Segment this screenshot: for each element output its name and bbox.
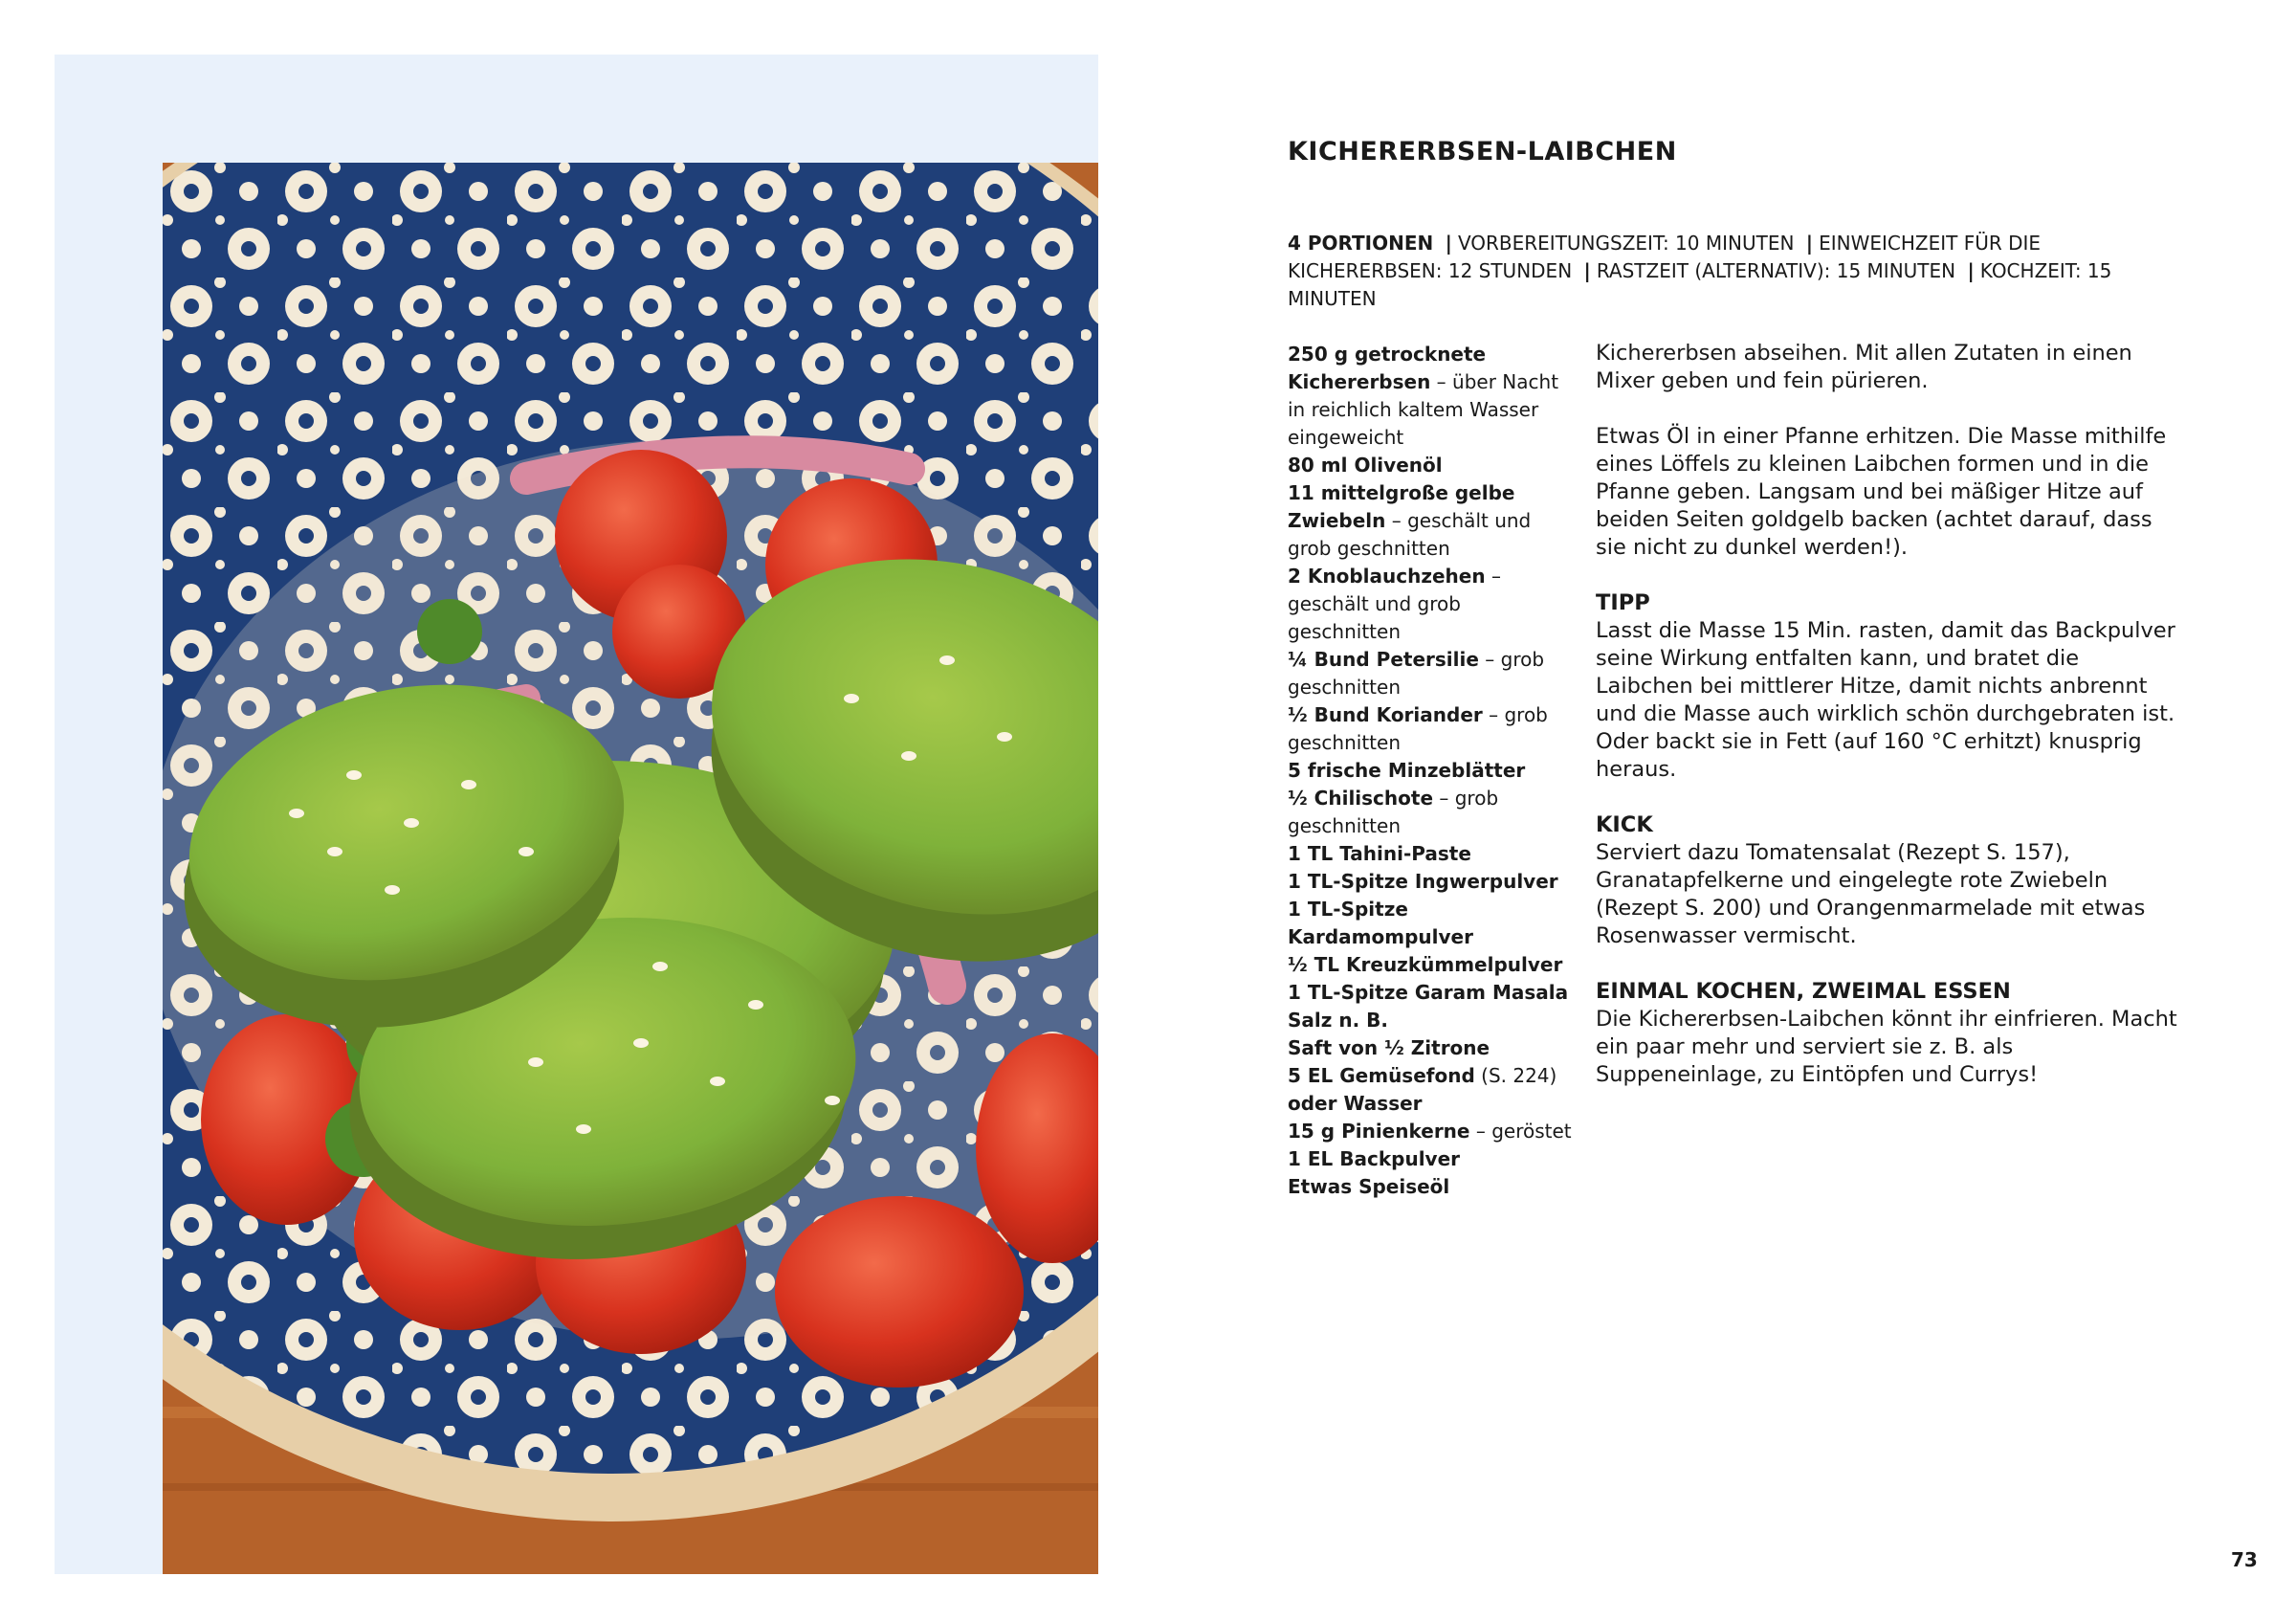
ingredient-item — [1288, 896, 1575, 951]
kick-text: Serviert dazu Tomatensalat (Rezept S. 157), Granatapfelkerne und eingelegte rote Zwiebeln (Rezept S. 200) und Orangenmarmelade mit etwas Rosenwasser vermischt. — [1596, 840, 2146, 948]
ingredient-note: – geschält und grob geschnitten — [1288, 509, 1532, 560]
recipe-title: KICHERERBSEN-LAIBCHEN — [1288, 137, 1677, 167]
ingredient-amount: 1 TL-Spitze Kardamompulver — [1288, 898, 1473, 948]
ingredient-item — [1288, 1062, 1575, 1090]
ingredient-amount: ½ Bund Koriander — [1288, 703, 1483, 726]
ingredient-note: (S. 224) — [1474, 1064, 1557, 1087]
ingredient-amount: 1 EL Backpulver — [1288, 1147, 1461, 1170]
step-2: Etwas Öl in einer Pfanne erhitzen. Die Masse mithilfe eines Löffels zu kleinen Laibchen formen und in die Pfanne geben. Langsam und bei mäßiger Hitze auf beiden Seiten goldgelb backen (achtet darauf, dass sie nicht zu dunkel werden!). — [1596, 424, 2167, 560]
ingredient-item — [1288, 1090, 1575, 1118]
meta-separator: | — [1583, 259, 1591, 282]
tipp-text: Lasst die Masse 15 Min. rasten, damit das Backpulver seine Wirkung entfalten kann, und bratet die Laibchen bei mittlerer Hitze, damit nichts anbrennt und die Masse auch wirklich schön durchgebraten ist. Oder backt sie in Fett (auf 160 °C erhitzt) knusprig heraus. — [1596, 618, 2175, 782]
page-number: 73 — [2231, 1548, 2258, 1571]
ingredient-amount: 250 g getrocknete Kichererbsen — [1288, 343, 1487, 393]
ingredient-amount: ½ Chilischote — [1288, 787, 1434, 810]
meta-separator: | — [1805, 232, 1814, 255]
ingredient-item — [1288, 701, 1575, 757]
ingredient-item — [1288, 868, 1575, 896]
recipe-photo — [163, 163, 1098, 1574]
ingredient-note: – geschält und grob geschnitten — [1288, 565, 1501, 643]
meta-separator: | — [1445, 232, 1452, 255]
kick-heading: KICK — [1596, 812, 1653, 837]
meta-separator: | — [1967, 259, 1975, 282]
ingredient-item — [1288, 757, 1575, 785]
ingredient-item — [1288, 1173, 1575, 1201]
meta-item: 4 PORTIONEN — [1288, 232, 1434, 255]
ingredient-amount: 15 g Pinienkerne — [1288, 1120, 1470, 1143]
meta-item: KOCHZEIT: 15 MINUTEN — [1288, 259, 2112, 310]
recipe-meta — [1288, 230, 2177, 313]
ingredient-amount: Salz n. B. — [1288, 1009, 1388, 1032]
ingredient-item — [1288, 979, 1575, 1007]
ingredient-item — [1288, 1145, 1575, 1173]
ingredient-item — [1288, 785, 1575, 840]
ingredient-amount: 11 mittelgroße gelbe Zwiebeln — [1288, 481, 1515, 532]
ingredient-item — [1288, 341, 1575, 452]
ingredient-amount: Saft von ½ Zitrone — [1288, 1036, 1490, 1059]
einmal-heading: EINMAL KOCHEN, ZWEIMAL ESSEN — [1596, 979, 2011, 1004]
ingredient-item — [1288, 452, 1575, 479]
step-1: Kichererbsen abseihen. Mit allen Zutaten in einen Mixer geben und fein pürieren. — [1596, 341, 2132, 393]
ingredient-item — [1288, 563, 1575, 646]
einmal-text: Die Kichererbsen-Laibchen könnt ihr einfrieren. Macht ein paar mehr und serviert sie z. B. als Suppeneinlage, zu Eintöpfen und Currys! — [1596, 1007, 2177, 1087]
ingredient-item — [1288, 479, 1575, 563]
ingredient-amount: ¼ Bund Petersilie — [1288, 648, 1479, 671]
ingredient-item — [1288, 840, 1575, 868]
ingredient-item — [1288, 646, 1575, 701]
meta-item: EINWEICHZEIT FÜR DIE KICHERERBSEN: 12 STUNDEN — [1288, 232, 2042, 282]
ingredient-amount: 2 Knoblauchzehen — [1288, 565, 1486, 588]
ingredient-note: – über Nacht in reichlich kaltem Wasser eingeweicht — [1288, 370, 1559, 449]
ingredient-note: – grob geschnitten — [1288, 703, 1548, 754]
ingredient-note: – grob geschnitten — [1288, 787, 1499, 837]
ingredient-list — [1288, 341, 1575, 1201]
ingredient-amount: Etwas Speiseöl — [1288, 1175, 1450, 1198]
ingredient-amount: oder Wasser — [1288, 1092, 1423, 1115]
ingredient-item — [1288, 1034, 1575, 1062]
meta-item: RASTZEIT (ALTERNATIV): 15 MINUTEN — [1596, 259, 1956, 282]
ingredient-amount: 80 ml Olivenöl — [1288, 454, 1443, 477]
ingredient-item — [1288, 1118, 1575, 1145]
ingredient-amount: 5 EL Gemüsefond — [1288, 1064, 1475, 1087]
ingredient-amount: 1 TL-Spitze Ingwerpulver — [1288, 870, 1558, 893]
ingredient-item — [1288, 1007, 1575, 1034]
ingredient-item — [1288, 951, 1575, 979]
ingredient-amount: 1 TL Tahini-Paste — [1288, 842, 1471, 865]
meta-item: VORBEREITUNGSZEIT: 10 MINUTEN — [1457, 232, 1795, 255]
ingredient-amount: 5 frische Minzeblätter — [1288, 759, 1526, 782]
ingredient-amount: ½ TL Kreuzkümmelpulver — [1288, 953, 1563, 976]
ingredient-amount: 1 TL-Spitze Garam Masala — [1288, 981, 1569, 1004]
ingredient-note: – grob geschnitten — [1288, 648, 1545, 699]
method — [1596, 340, 2179, 1117]
ingredient-note: – geröstet — [1469, 1120, 1572, 1143]
tipp-heading: TIPP — [1596, 590, 1650, 615]
photo-frame — [55, 55, 1098, 1574]
